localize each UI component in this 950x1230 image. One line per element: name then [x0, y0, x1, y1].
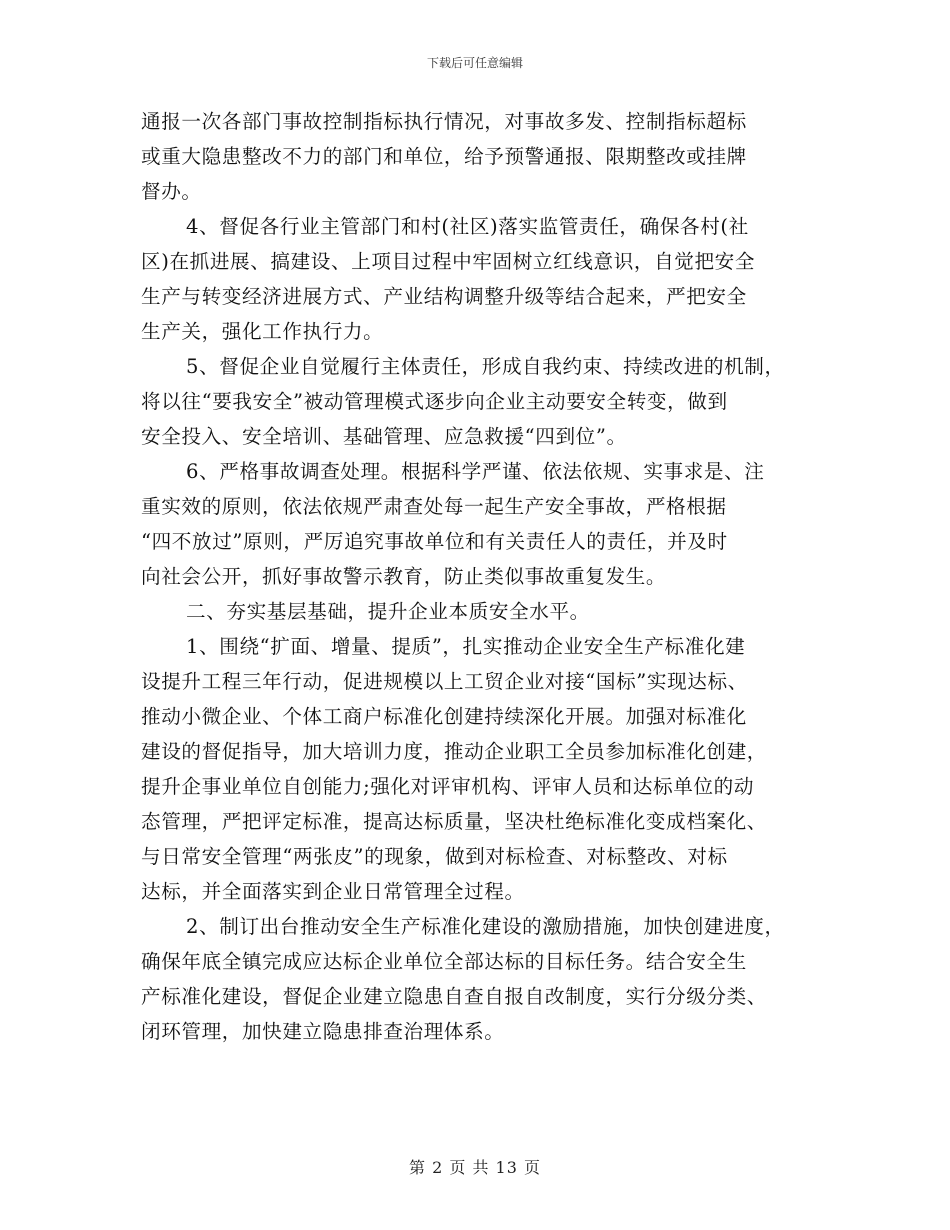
text-line: 确保年底全镇完成应达标企业单位全部达标的目标任务。结合安全生: [141, 950, 747, 973]
text-line: 4、督促各行业主管部门和村(社区)落实监管责任，确保各村(社: [186, 215, 749, 238]
page-number-footer: 第 2 页 共 13 页: [409, 1158, 541, 1177]
text-line: 6、严格事故调查处理。根据科学严谨、依法依规、实事求是、注: [186, 460, 765, 483]
text-line: 5、督促企业自觉履行主体责任，形成自我约束、持续改进的机制，: [186, 355, 785, 378]
text-line: 闭环管理，加快建立隐患排查治理体系。: [141, 1020, 505, 1043]
text-line: 将以往“要我安全”被动管理模式逐步向企业主动要安全转变，做到: [141, 390, 728, 413]
header-note: 下载后可任意编辑: [426, 56, 523, 70]
text-line: 向社会公开，抓好事故警示教育，防止类似事故重复发生。: [141, 565, 667, 588]
text-line: 区)在抓进展、搞建设、上项目过程中牢固树立红线意识，自觉把安全: [141, 250, 756, 273]
text-line: 通报一次各部门事故控制指标执行情况，对事故多发、控制指标超标: [141, 110, 747, 133]
text-line: 产标准化建设，督促企业建立隐患自查自报自改制度，实行分级分类、: [141, 985, 768, 1008]
text-line: 重实效的原则，依法依规严肃查处每一起生产安全事故，严格根据: [141, 495, 727, 518]
text-line: 安全投入、安全培训、基础管理、应急救援“四到位”。: [141, 425, 627, 448]
text-line: 督办。: [141, 180, 202, 203]
text-line: 生产关，强化工作执行力。: [141, 320, 384, 343]
text-line: “四不放过”原则，严厉追究事故单位和有关责任人的责任，并及时: [141, 530, 728, 553]
text-line: 或重大隐患整改不力的部门和单位，给予预警通报、限期整改或挂牌: [141, 145, 747, 168]
text-line: 二、夯实基层基础，提升企业本质安全水平。: [186, 600, 590, 623]
text-line: 设提升工程三年行动，促进规模以上工贸企业对接“国标”实现达标、: [141, 670, 748, 693]
text-line: 1、围绕“扩面、增量、提质”，扎实推动企业安全生产标准化建: [186, 635, 746, 658]
document-body: [141, 104, 821, 1049]
text-line: 提升企事业单位自创能力;强化对评审机构、评审人员和达标单位的动: [141, 775, 755, 798]
text-line: 生产与转变经济进展方式、产业结构调整升级等结合起来，严把安全: [141, 285, 747, 308]
text-line: 建设的督促指导，加大培训力度，推动企业职工全员参加标准化创建，: [141, 740, 768, 763]
text-line: 达标，并全面落实到企业日常管理全过程。: [141, 880, 525, 903]
text-line: 态管理，严把评定标准，提高达标质量，坚决杜绝标准化变成档案化、: [141, 810, 768, 833]
text-line: 推动小微企业、个体工商户标准化创建持续深化开展。加强对标准化: [141, 705, 747, 728]
text-line: 与日常安全管理“两张皮”的现象，做到对标检查、对标整改、对标: [141, 845, 728, 868]
text-line: 2、制订出台推动安全生产标准化建设的激励措施，加快创建进度，: [186, 915, 785, 938]
